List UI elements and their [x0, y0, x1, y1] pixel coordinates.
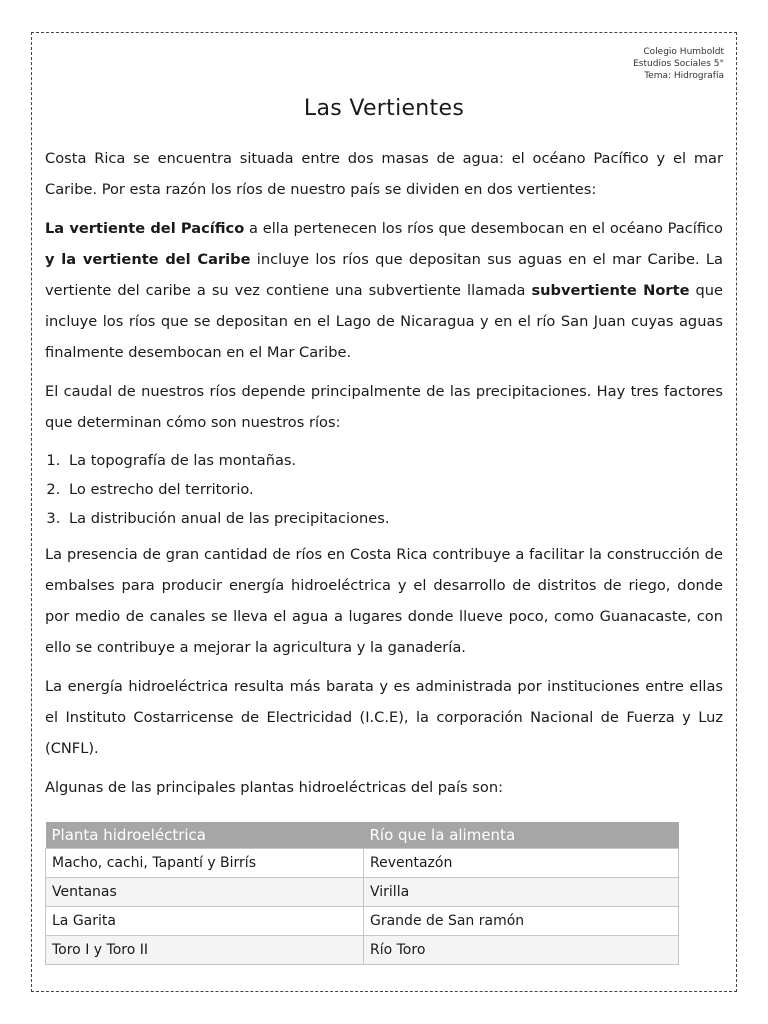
document-body [45, 143, 723, 811]
north-term: subvertiente Norte [531, 282, 690, 299]
plants-lead-paragraph: Algunas de las principales plantas hidroeléctricas del país son: [45, 779, 503, 796]
energy-paragraph: La energía hidroeléctrica resulta más barata y es administrada por instituciones entre ellas el Instituto Costarricense de Electricidad (I.C.E), la corporación Nacional de Fuerza y Luz (CNFL). [45, 678, 723, 757]
header-info [633, 46, 724, 82]
column-header: Río que la alimenta [364, 822, 679, 849]
table-row [46, 907, 679, 936]
table-row [46, 936, 679, 965]
table-row [46, 849, 679, 878]
list-item: 1. La topografía de las montañas. [65, 446, 723, 475]
topic-name: Tema: Hidrografía [644, 71, 724, 81]
river-cell: Grande de San ramón [364, 907, 679, 936]
caribbean-term: y la vertiente del Caribe [45, 251, 251, 268]
river-cell: Río Toro [364, 936, 679, 965]
plant-cell: Ventanas [46, 878, 364, 907]
plants-table [45, 822, 679, 965]
caudal-paragraph: El caudal de nuestros ríos depende principalmente de las precipitaciones. Hay tres factores que determinan cómo son nuestros ríos: [45, 383, 723, 431]
table-row [46, 878, 679, 907]
intro-paragraph: Costa Rica se encuentra situada entre dos masas de agua: el océano Pacífico y el mar Caribe. Por esta razón los ríos de nuestro país se dividen en dos vertientes: [45, 150, 723, 198]
course-name: Estudios Sociales 5° [633, 59, 724, 69]
river-cell: Reventazón [364, 849, 679, 878]
river-cell: Virilla [364, 878, 679, 907]
factors-list [45, 446, 723, 533]
page-title: Las Vertientes [303, 96, 465, 121]
list-item: 2. Lo estrecho del territorio. [65, 475, 723, 504]
pacific-term: La vertiente del Pacífico [45, 220, 245, 237]
embalses-paragraph: La presencia de gran cantidad de ríos en Costa Rica contribuye a facilitar la construcción de embalses para producir energía hidroeléctrica y el desarrollo de distritos de riego, donde por medio de canales se lleva el agua a lugares donde llueve poco, como Guanacaste, con ello se contribuye a mejorar la agricultura y la ganadería. [45, 546, 723, 656]
table-header-row [46, 822, 679, 849]
school-name: Colegio Humboldt [643, 47, 724, 57]
plant-cell: Toro I y Toro II [46, 936, 364, 965]
list-item: 3. La distribución anual de las precipitaciones. [65, 504, 723, 533]
plant-cell: La Garita [46, 907, 364, 936]
column-header: Planta hidroeléctrica [46, 822, 364, 849]
vertientes-paragraph: La vertiente del Pacífico a ella pertenecen los ríos que desembocan en el océano Pacífico y la vertiente del Caribe incluye los ríos que depositan sus aguas en el mar Caribe. La vertiente del caribe a su vez contiene una subvertiente llamada subvertiente Norte que incluye los ríos que se depositan en el Lago de Nicaragua y en el río San Juan cuyas aguas finalmente desembocan en el Mar Caribe. [45, 220, 723, 361]
plant-cell: Macho, cachi, Tapantí y Birrís [46, 849, 364, 878]
